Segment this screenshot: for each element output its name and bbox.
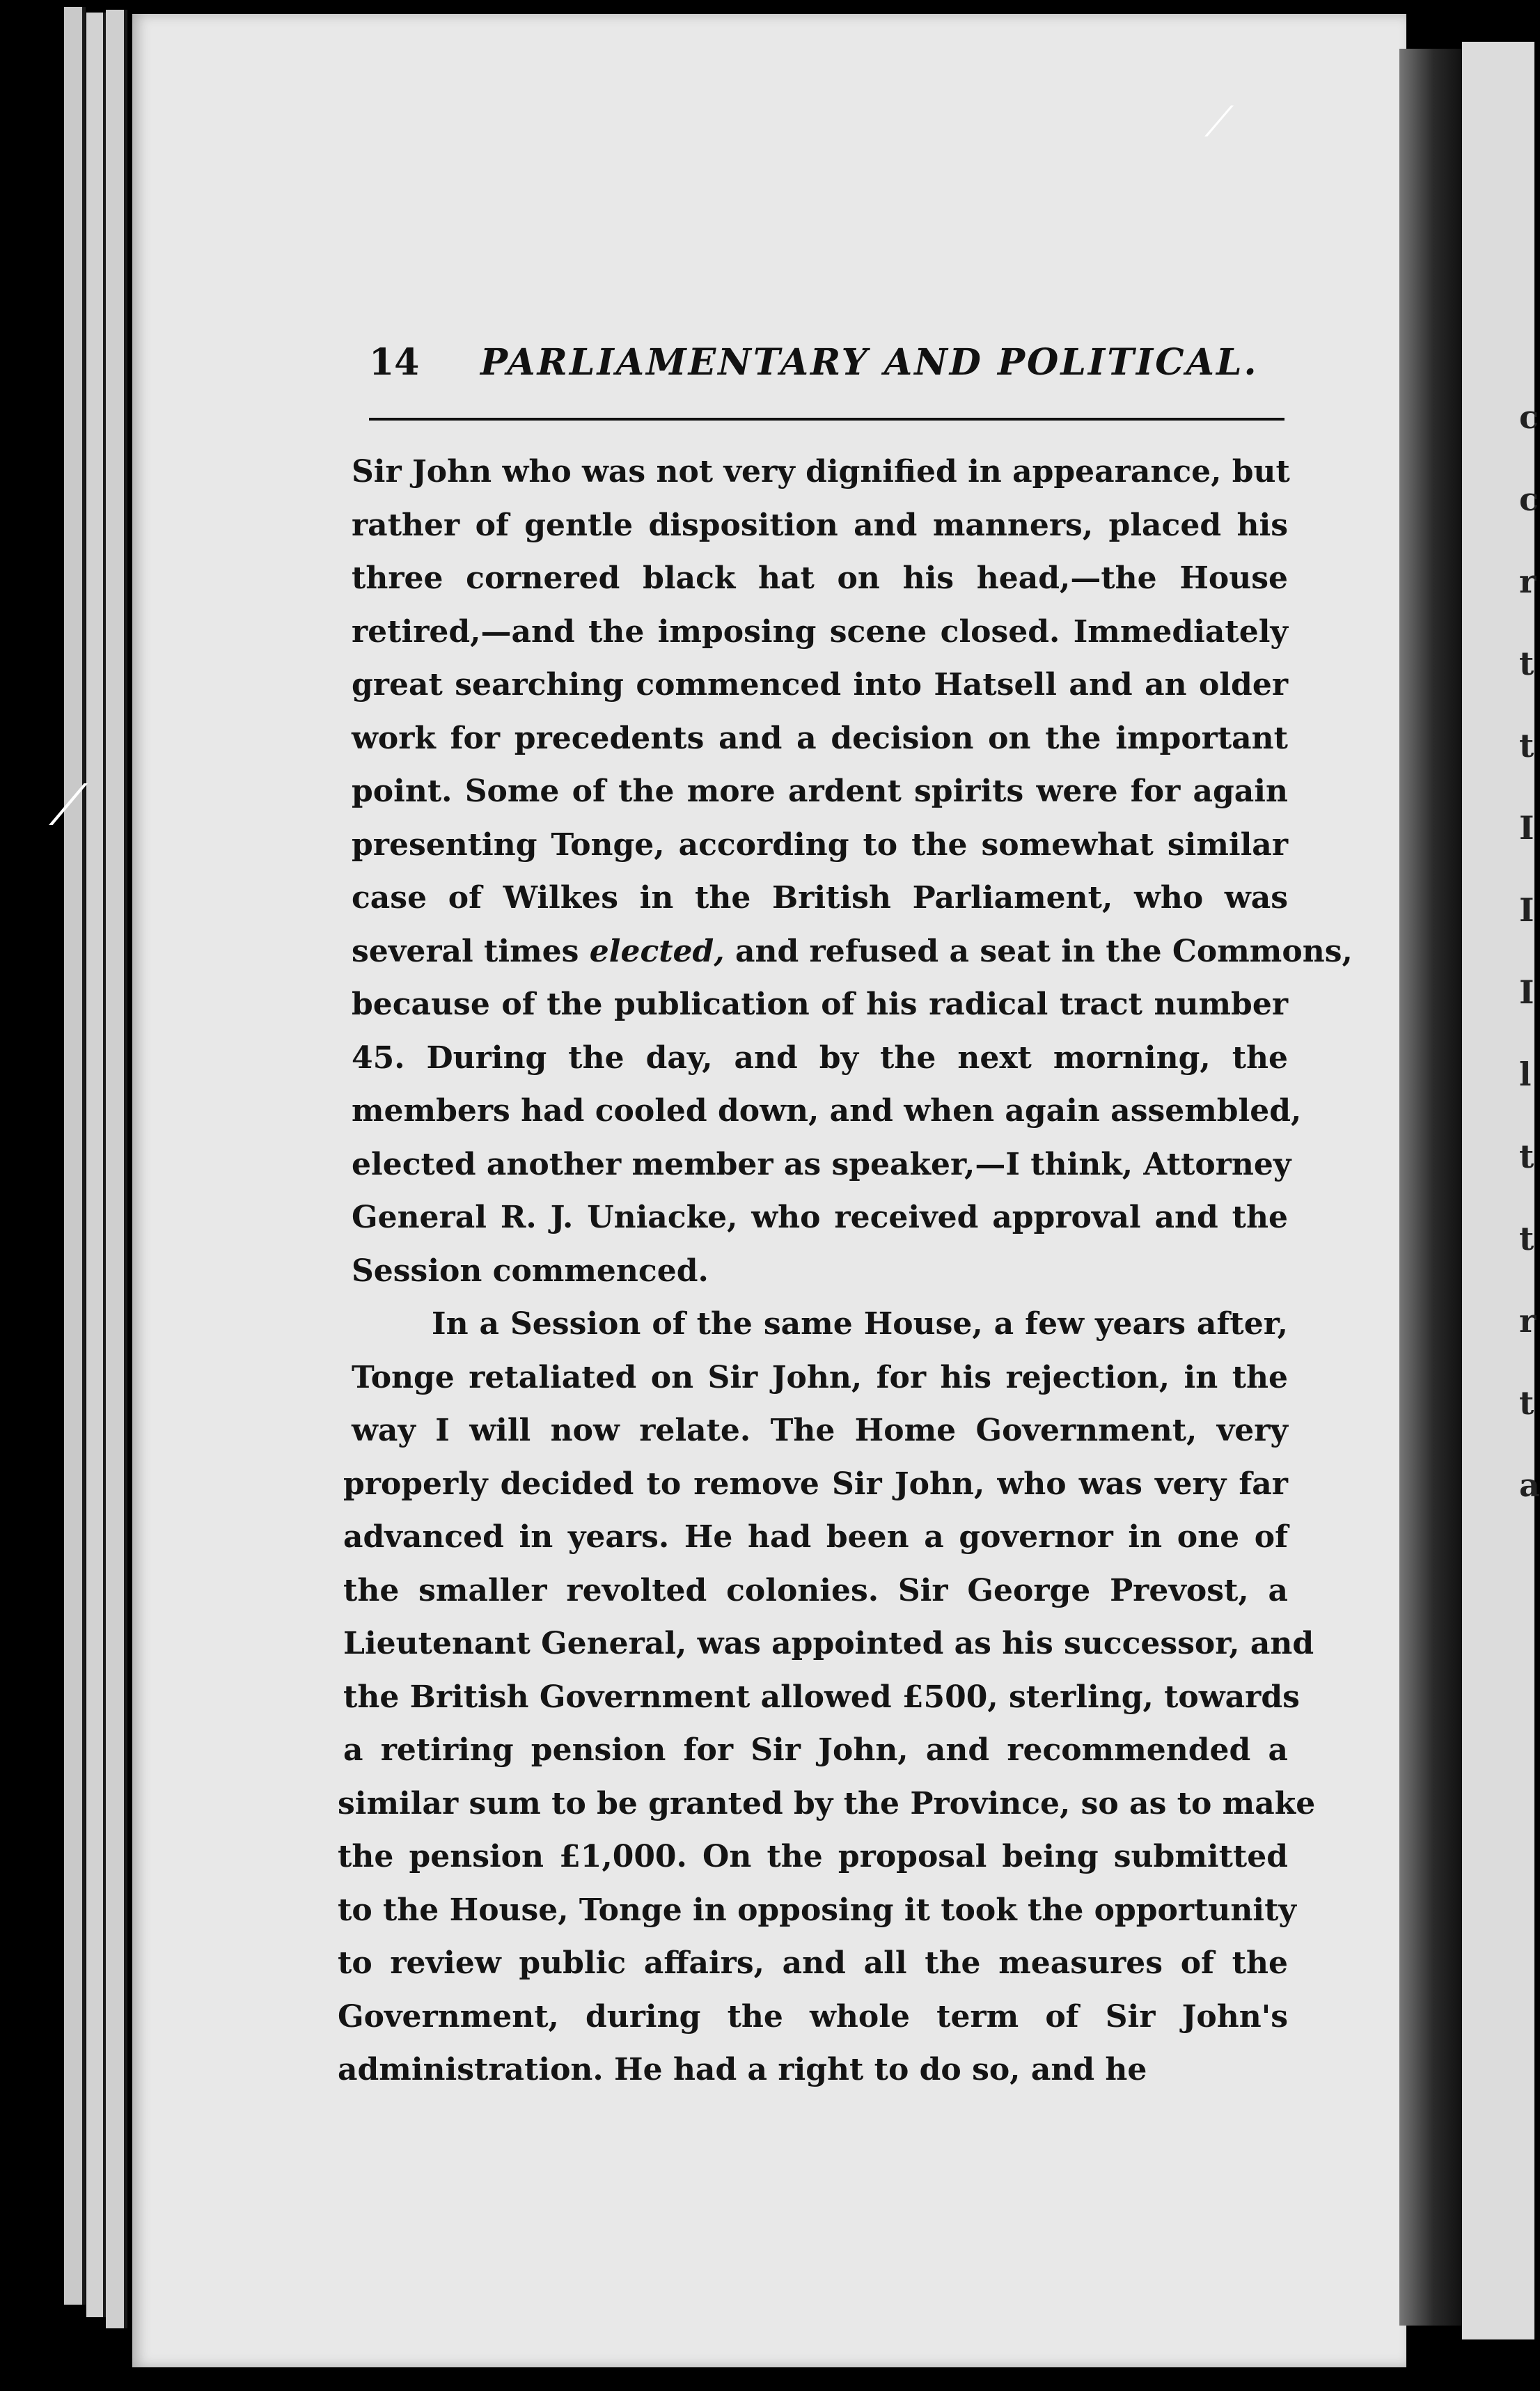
facing-page-letter: r bbox=[1519, 563, 1537, 600]
text-line: work for precedents and a decision on the important bbox=[352, 720, 1288, 756]
text-line: elected another member as speaker,—I think, Attorney bbox=[352, 1146, 1291, 1182]
text-line: advanced in years. He had been a governor in one of bbox=[343, 1519, 1288, 1555]
facing-page-letter: t bbox=[1519, 1138, 1534, 1175]
text-line: several times elected, and refused a seat in the Commons, bbox=[352, 933, 1353, 969]
facing-page-letter: t bbox=[1519, 645, 1534, 682]
book-gutter bbox=[1399, 49, 1462, 2326]
text-line: rather of gentle disposition and manners, placed his bbox=[352, 507, 1288, 543]
running-header bbox=[369, 341, 1288, 397]
text-line: case of Wilkes in the British Parliament, who was bbox=[352, 880, 1288, 916]
facing-page-letter: c bbox=[1519, 398, 1539, 436]
facing-page-letter: l bbox=[1519, 1056, 1532, 1093]
text-line: the pension £1,000. On the proposal being submitted bbox=[338, 1839, 1288, 1874]
paragraph bbox=[352, 446, 1353, 1298]
text-line: properly decided to remove Sir John, who was very far bbox=[343, 1466, 1288, 1502]
text-line: point. Some of the more ardent spirits were for again bbox=[352, 774, 1288, 809]
facing-page-letter: t bbox=[1519, 727, 1534, 765]
facing-page-letter: c bbox=[1519, 480, 1539, 518]
page-edge bbox=[64, 7, 86, 2305]
facing-page-letter: I bbox=[1519, 891, 1534, 929]
text-line: Lieutenant General, was appointed as his successor, and bbox=[343, 1626, 1314, 1661]
text-line: presenting Tonge, according to the somewhat similar bbox=[352, 826, 1288, 863]
text-line: because of the publication of his radical tract number bbox=[352, 987, 1288, 1022]
text-line: to review public affairs, and all the measures of the bbox=[338, 1945, 1288, 1981]
text-line: retired,—and the imposing scene closed. Immediately bbox=[352, 613, 1288, 650]
text-line: In a Session of the same House, a few years after, bbox=[432, 1306, 1288, 1342]
text-line: the British Government allowed £500, sterling, towards bbox=[343, 1679, 1300, 1715]
text-line: a retiring pension for Sir John, and recommended a bbox=[343, 1732, 1288, 1768]
running-title: PARLIAMENTARY AND POLITICAL. bbox=[480, 341, 1259, 384]
text-line: way I will now relate. The Home Government, very bbox=[352, 1413, 1288, 1448]
text-line: the smaller revolted colonies. Sir George Prevost, a bbox=[343, 1572, 1288, 1608]
header-rule bbox=[369, 418, 1284, 421]
text-line: 45. During the day, and by the next morning, the bbox=[352, 1040, 1288, 1076]
text-line: to the House, Tonge in opposing it took the opportunity bbox=[338, 1892, 1296, 1928]
text-line: Session commenced. bbox=[352, 1253, 709, 1289]
facing-page-letter: I bbox=[1519, 973, 1534, 1011]
text-line: Sir John who was not very dignified in appearance, but bbox=[352, 454, 1290, 489]
text-line: Tonge retaliated on Sir John, for his rejection, in the bbox=[352, 1359, 1288, 1395]
page-edge bbox=[86, 13, 107, 2317]
text-line: members had cooled down, and when again assembled, bbox=[352, 1093, 1302, 1129]
text-line: similar sum to be granted by the Province, so as to make bbox=[338, 1785, 1316, 1821]
body-text bbox=[338, 446, 1353, 2097]
text-line: Government, during the whole term of Sir John's bbox=[338, 1998, 1288, 2035]
page-edge bbox=[106, 10, 127, 2328]
scan-artifact: ⟋ bbox=[49, 773, 88, 838]
text-line: General R. J. Uniacke, who received approval and the bbox=[352, 1200, 1288, 1235]
facing-page-letters bbox=[1519, 376, 1540, 1526]
facing-page-letter: t bbox=[1519, 1220, 1534, 1257]
facing-page-letter: I bbox=[1519, 809, 1534, 847]
facing-page-letter: t bbox=[1519, 1384, 1534, 1422]
page-number: 14 bbox=[369, 341, 420, 384]
facing-page-letter: a bbox=[1519, 1466, 1540, 1504]
facing-page-letter: r bbox=[1519, 1302, 1537, 1340]
text-line: three cornered black hat on his head,—the House bbox=[352, 560, 1288, 596]
scan-artifact: ⟋ bbox=[1204, 97, 1234, 146]
text-line: great searching commenced into Hatsell and an older bbox=[352, 667, 1288, 703]
paragraph bbox=[338, 1298, 1316, 2097]
text-line: administration. He had a right to do so, and he bbox=[338, 2052, 1147, 2087]
